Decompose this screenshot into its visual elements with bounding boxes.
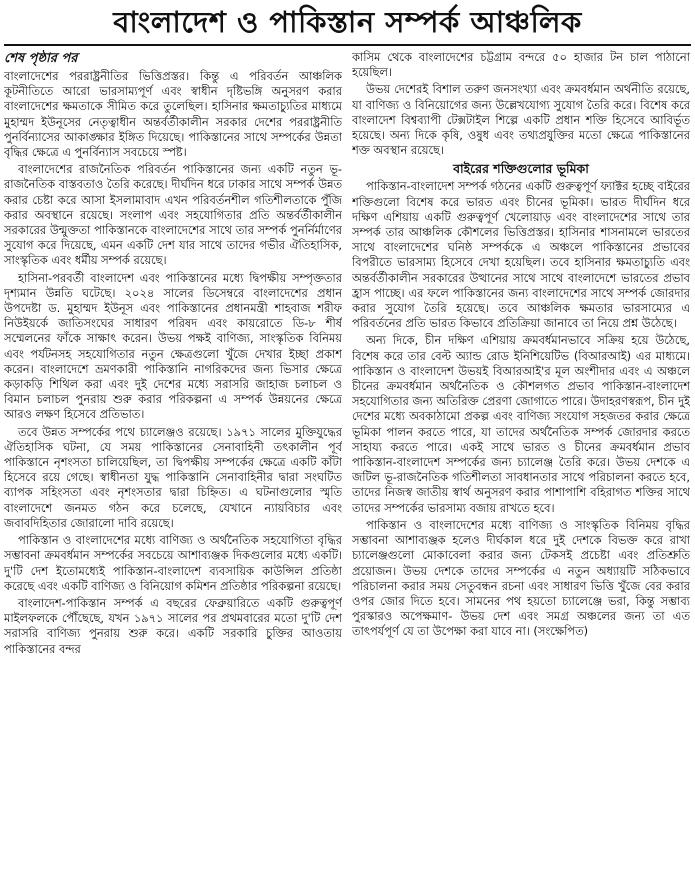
subheading: বাইরের শক্তিগুলোর ভূমিকা [453, 161, 589, 177]
paragraph: পাকিস্তান ও বাংলাদেশের মধ্যে বাণিজ্য ও অর্থনৈতিক সহযোগিতা বৃদ্ধির সম্ভাবনা ক্রমবর্ধমান সম্পর্কের সবচেয়ে আশাব্যঞ্জক দিকগুলোর মধ্যে একটি। দু'টি দেশ ইতোমধ্যেই পাকিস্তান-বাংলাদেশ ব্যবসায়িক কাউন্সিল প্রতিষ্ঠা করেছে এবং একটি বাণিজ্য ও বিনিয়োগ কমিশন প্রতিষ্ঠার পরিকল্পনা রয়েছে। [4, 533, 342, 593]
paragraph: হাসিনা-পরবর্তী বাংলাদেশ এবং পাকিস্তানের মধ্যে দ্বিপক্ষীয় সম্পৃক্ততার দৃশ্যমান উন্নতি ঘটেছে। ২০২৪ সালের ডিসেম্বরে বাংলাদেশের প্রধান উপদেষ্টা ড. মুহাম্মদ ইউনূস এবং পাকিস্তানের প্রধানমন্ত্রী শাহবাজ শরীফ নিউইয়র্কে জাতিসংঘের সাধারণ পরিষদ এবং কায়রোতে ডি-৮ শীর্ষ সম্মেলনের ফাঁকে সাক্ষাৎ করেন। উভয় পক্ষই বাণিজ্য, সাংস্কৃতিক বিনিময় এবং পর্যটনসহ সহযোগিতার নতুন ক্ষেত্রগুলো খুঁজে দেখার ইচ্ছা প্রকাশ করেন। বাংলাদেশে ভ্রমণকারী পাকিস্তানি নাগরিকদের জন্য ভিসার ক্ষেত্রে কড়াকড়ি শিথিল করা এবং দুই দেশের মধ্যে সরাসরি জাহাজ চলাচল ও বিমান চলাচল পুনরায় শুরু করার পরিকল্পনা এ সম্পর্ক উন্নয়নের ক্ষেত্রে আরও লক্ষণ হিসেবে প্রতিভাত। [4, 270, 342, 422]
paragraph: পাকিস্তান ও বাংলাদেশের মধ্যে বাণিজ্য ও সাংস্কৃতিক বিনিময় বৃদ্ধির সম্ভাবনা আশাব্যঞ্জক হলেও দীর্ঘকাল ধরে দুই দেশকে বিভক্ত করে রাখা চ্যালেঞ্জগুলো মোকাবেলা করার জন্য টেকসই প্রচেষ্টা এবং প্রতিশ্রুতি প্রয়োজন। উভয় দেশকে তাদের সম্পর্কের এ নতুন অধ্যায়টি সঠিকভাবে পরিচালনা করার সময় সেতুবন্ধন রচনা এবং সাধারণ ভিত্তি খুঁজে বের করার ওপর জোর দিতে হবে। সামনের পথ হয়তো চ্যালেঞ্জে ভরা, কিন্তু সম্ভাব্য পুরস্কারও অপেক্ষমাণ- উভয় দেশ এবং সমগ্র অঞ্চলের জন্য তা এত তাৎপর্যপূর্ণ যে তা উপেক্ষা করা যাবে না। (সংক্ষেপিত) [352, 517, 690, 639]
headline-rule [4, 44, 691, 46]
newspaper-page [0, 4, 695, 881]
paragraph: বাংলাদেশের রাজনৈতিক পরিবর্তন পাকিস্তানের জন্য একটি নতুন ভূ-রাজনৈতিক বাস্তবতাও তৈরি করেছে। দীর্ঘদিন ধরে ঢাকার সাথে সম্পর্ক উন্নত করার চেষ্টা করে আসা ইসলামাবাদ এখন পরিবর্তনশীল গতিশীলতাকে পুঁজি করার অবস্থানে রয়েছে। সংলাপ এবং সহযোগিতার প্রতি অন্তর্বর্তীকালীন সরকারের উন্মুক্ততা পাকিস্তানকে বাংলাদেশের সাথে তার সম্পর্ক পুনর্নির্মাণের সুযোগ করে দিয়েছে, এমন একটি দেশ যার সাথে তাদের গভীর ঐতিহাসিক, সাংস্কৃতিক এবং ধর্মীয় সম্পর্ক রয়েছে। [4, 162, 342, 268]
paragraph: উভয় দেশেরই বিশাল তরুণ জনসংখ্যা এবং ক্রমবর্ধমান অর্থনীতি রয়েছে, যা বাণিজ্য ও বিনিয়োগের জন্য উল্লেখযোগ্য সুযোগ তৈরি করে। বিশেষ করে বাংলাদেশ বিশ্বব্যাপী টেক্সটাইল শিল্পে একটি প্রধান শক্তি হিসেবে আবির্ভূত হয়েছে। অন্য দিকে কৃষি, ওষুধ এবং তথ্যপ্রযুক্তির মতো ক্ষেত্রে পাকিস্তানের শক্ত অবস্থান রয়েছে। [352, 82, 690, 158]
paragraph: অন্য দিকে, চীন দক্ষিণ এশিয়ায় ক্রমবর্ধমানভাবে সক্রিয় হয়ে উঠেছে, বিশেষ করে তার বেল্ট অ্যান্ড রোড ইনিশিয়েটিভ (বিআরআই) এর মাধ্যমে। পাকিস্তান ও বাংলাদেশ উভয়ই বিআরআই'র মূল অংশীদার এবং এ অঞ্চলে চীনের ক্রমবর্ধমান অর্থনৈতিক ও কৌশলগত প্রভাব পাকিস্তান-বাংলাদেশ সহযোগিতার জন্য অতিরিক্ত প্রেরণা জোগাতে পারে। উদাহরণস্বরূপ, চীন দুই দেশের মধ্যে অবকাঠামো প্রকল্প এবং বাণিজ্য সংযোগ সহজতর করার ক্ষেত্রে ভূমিকা পালন করতে পারে, যা তাদের অর্থনৈতিক সম্পর্ক জোরদার করতে সাহায্য করতে পারে। একই সাথে ভারত ও চীনের ক্রমবর্ধমান প্রভাব পাকিস্তান-বাংলাদেশ সম্পর্কের জন্য চ্যালেঞ্জ তৈরি করে। উভয় দেশকে এ জটিল ভূ-রাজনৈতিক গতিশীলতা সাবধানতার সাথে পরিচালনা করতে হবে, তাদের নিজস্ব জাতীয় স্বার্থ অনুসরণ করার পাশাপাশি বহিরাগত শক্তির সাথে তাদের সম্পর্কের ভারসাম্য বজায় রাখতে হবে। [352, 333, 690, 515]
paragraph: বাংলাদেশের পররাষ্ট্রনীতির ভিত্তিপ্রস্তর। কিন্তু এ পরিবর্তন আঞ্চলিক কূটনীতিতে আরো ভারসাম্যপূর্ণ এবং স্বাধীন দৃষ্টিভঙ্গি অনুসরণ করার বাংলাদেশের ক্ষমতাকে সীমিত করে তুলেছিল। হাসিনার ক্ষমতাচ্যুতির মাধ্যমে মুহাম্মদ ইউনূসের নেতৃত্বাধীন অন্তর্বর্তীকালীন সরকার দেশের পররাষ্ট্রনীতি পুনর্বিন্যাসের আকাঙ্ক্ষার ইঙ্গিত দিয়েছে। পাকিস্তানের সাথে সম্পর্কের উন্নতা বৃদ্ধির ক্ষেত্রে এ পুনর্বিন্যাস সবচেয়ে স্পষ্ট। [4, 69, 342, 160]
paragraph: বাংলাদেশ-পাকিস্তান সম্পর্ক এ বছরের ফেব্রুয়ারিতে একটি গুরুত্বপূর্ণ মাইলফলকে পৌঁছেছে, যখন ১৯৭১ সালের পর প্রথমবারের মতো দু'টি দেশ সরাসরি বাণিজ্য পুনরায় শুরু করে। একটি সরকারি চুক্তির আওতায় পাকিস্তানের বন্দর [4, 595, 342, 656]
right-column [352, 50, 690, 876]
paragraph: কাসিম থেকে বাংলাদেশের চট্টগ্রাম বন্দরে ৫০ হাজার টন চাল পাঠানো হয়েছিল। [352, 50, 690, 80]
article-columns [4, 50, 691, 876]
headline: বাংলাদেশ ও পাকিস্তান সম্পর্ক আঞ্চলিক [113, 5, 582, 39]
paragraph: তবে উন্নত সম্পর্কের পথে চ্যালেঞ্জও রয়েছে। ১৯৭১ সালের মুক্তিযুদ্ধের ঐতিহাসিক ঘটনা, যে সময় পাকিস্তানের সেনাবাহিনী তৎকালীন পূর্ব পাকিস্তানে নৃশংসতা চালিয়েছিল, তা দ্বিপক্ষীয় সম্পর্কের ক্ষেত্রে একটি কাঁটা হিসেবে রয়ে গেছে। স্বাধীনতা যুদ্ধ পাকিস্তানি সেনাবাহিনীর দ্বারা সংঘটিত ব্যাপক সহিংসতা এবং নৃশংসতার দ্বারা চিহ্নিত। এ ঘটনাগুলোর স্মৃতি বাংলাদেশে জনমত গঠন করে চলেছে, যেখানে ন্যায়বিচার এবং জবাবদিহিতার জোরালো দাবি রয়েছে। [4, 424, 342, 530]
left-column [4, 50, 342, 876]
continued-label: শেষ পৃষ্ঠার পর [4, 51, 78, 66]
paragraph: পাকিস্তান-বাংলাদেশ সম্পর্ক গঠনের একটি গুরুত্বপূর্ণ ফ্যাক্টর হচ্ছে বাইরের শক্তিগুলো বিশেষ করে ভারত এবং চীনের ভূমিকা। ভারত দীর্ঘদিন ধরে দক্ষিণ এশিয়ায় একটি গুরুত্বপূর্ণ খেলোয়াড় এবং বাংলাদেশের সাথে তার সম্পর্ক তার আঞ্চলিক কৌশলের ভিত্তিপ্রস্তর। হাসিনার শাসনামলে ভারতের সাথে বাংলাদেশের ঘনিষ্ঠ সম্পর্ককে এ অঞ্চলে পাকিস্তানের প্রভাবের বিপরীতে ভারসাম্য হিসেবে দেখা হয়েছিল। তবে হাসিনার ক্ষমতাচ্যুতি এবং অন্তর্বর্তীকালীন সরকারের উত্থানের সাথে সাথে বাংলাদেশে ভারতের প্রভাব হ্রাস পাচ্ছে। এর ফলে পাকিস্তানের জন্য বাংলাদেশের সাথে সম্পর্ক জোরদার করার সুযোগ তৈরি হয়েছে। তবে আঞ্চলিক ক্ষমতার ভারসাম্যের এ পরিবর্তনের প্রতি ভারত কিভাবে প্রতিক্রিয়া জানাবে তা নিয়ে প্রশ্ন উঠেছে। [352, 179, 690, 331]
